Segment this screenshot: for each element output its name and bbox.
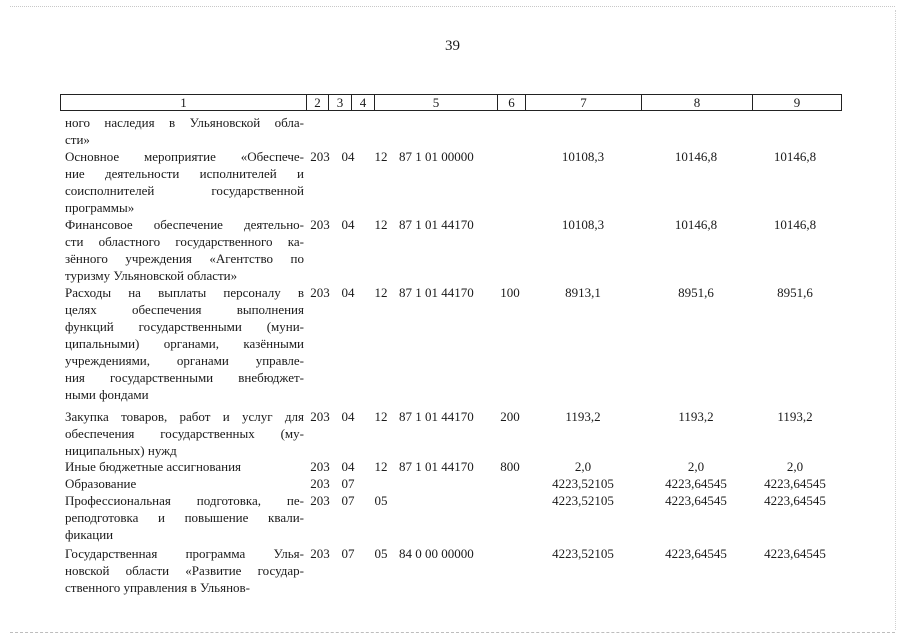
row-cell-c9: 4223,64545	[764, 476, 826, 491]
row-cell-c9: 4223,64545	[764, 493, 826, 508]
scan-edge-top	[10, 6, 895, 8]
header-col-6: 6	[497, 95, 525, 110]
row-cell-c8: 10146,8	[674, 217, 718, 232]
row-cell-c7: 10108,3	[561, 217, 605, 232]
row-cell-c5: 87 1 01 44170	[399, 459, 474, 474]
row-cell-c8: 4223,64545	[665, 546, 727, 561]
row-cell-c8: 4223,64545	[665, 493, 727, 508]
header-col-2: 2	[306, 95, 328, 110]
header-col-7: 7	[525, 95, 641, 110]
row-cell-c9: 10146,8	[773, 149, 817, 164]
row-cell-c8: 1193,2	[678, 409, 714, 424]
row-cell-c7: 2,0	[574, 459, 592, 474]
row-cell-c8: 2,0	[687, 459, 705, 474]
row-cell-c3: 07	[341, 476, 355, 491]
scan-edge-bottom	[10, 632, 895, 634]
row-cell-c3: 04	[341, 459, 355, 474]
row-cell-c7: 10108,3	[561, 149, 605, 164]
row-cell-c9: 10146,8	[773, 217, 817, 232]
row-cell-c4: 12	[374, 409, 388, 424]
header-col-1: 1	[180, 95, 187, 110]
row-name-cell: Расходы на выплаты персоналу в целях обеспечения выполнения функций государственными (муни- ципальными) органами, казёнными учреждениями, органами управле- ния государственными внебюджет- ными фондами	[65, 285, 304, 402]
row-cell-c4: 05	[374, 546, 388, 561]
row-name-cell: Иные бюджетные ассигнования	[65, 459, 242, 474]
row-cell-c5: 87 1 01 44170	[399, 285, 474, 300]
row-cell-c9: 8951,6	[777, 285, 813, 300]
row-cell-c2: 203	[310, 217, 330, 232]
row-cell-c5: 87 1 01 44170	[399, 409, 474, 424]
row-cell-c5: 84 0 00 00000	[399, 546, 474, 561]
row-cell-c4: 12	[374, 285, 388, 300]
row-cell-c6: 100	[500, 285, 520, 300]
row-cell-c3: 04	[341, 217, 355, 232]
row-cell-c3: 04	[341, 285, 355, 300]
row-cell-c2: 203	[310, 409, 330, 424]
row-name-cell: Финансовое обеспечение деятельно- сти областного государственного ка- зённого учреждения «Агентство по туризму Ульяновской области»	[65, 217, 304, 283]
row-cell-c5: 87 1 01 00000	[399, 149, 474, 164]
header-col-5: 5	[374, 95, 497, 110]
budget-table	[60, 94, 842, 595]
row-name-cell: Образование	[65, 476, 137, 491]
row-cell-c4: 12	[374, 217, 388, 232]
row-cell-c7: 8913,1	[565, 285, 601, 300]
row-name-cell: Государственная программа Улья- новской области «Развитие государ- ственного управления в Ульянов-	[65, 546, 304, 595]
row-cell-c8: 10146,8	[674, 149, 718, 164]
row-cell-c8: 8951,6	[678, 285, 714, 300]
row-cell-c6: 800	[500, 459, 520, 474]
row-cell-c7: 1193,2	[565, 409, 601, 424]
row-cell-c3: 04	[341, 409, 355, 424]
row-cell-c2: 203	[310, 149, 330, 164]
header-col-3: 3	[328, 95, 351, 110]
row-name-cell: Основное мероприятие «Обеспече- ние деятельности исполнителей и соисполнителей государственной программы»	[65, 149, 304, 215]
page-number: 39	[445, 38, 460, 54]
scan-edge-right	[895, 10, 897, 630]
table-header	[60, 94, 842, 111]
row-cell-c3: 07	[341, 546, 355, 561]
row-cell-c4: 05	[374, 493, 388, 508]
row-cell-c7: 4223,52105	[552, 546, 614, 561]
row-cell-c4: 12	[374, 459, 388, 474]
row-cell-c7: 4223,52105	[552, 493, 614, 508]
row-cell-c2: 203	[310, 459, 330, 474]
row-cell-c6: 200	[500, 409, 520, 424]
header-col-4: 4	[351, 95, 374, 110]
row-cell-c9: 4223,64545	[764, 546, 826, 561]
row-cell-c2: 203	[310, 285, 330, 300]
row-cell-c3: 04	[341, 149, 355, 164]
row-name-cell: Профессиональная подготовка, пе- реподготовка и повышение квали- фикации	[65, 493, 304, 542]
row-cell-c4: 12	[374, 149, 388, 164]
row-cell-c7: 4223,52105	[552, 476, 614, 491]
row-cell-c8: 4223,64545	[665, 476, 727, 491]
header-col-9: 9	[752, 95, 841, 110]
row-cell-c2: 203	[310, 476, 330, 491]
row-cell-c9: 2,0	[786, 459, 804, 474]
row-cell-c2: 203	[310, 493, 330, 508]
header-col-8: 8	[641, 95, 752, 110]
row-cell-c2: 203	[310, 546, 330, 561]
row-name-cell: ного наследия в Ульяновской обла- сти»	[65, 115, 304, 147]
row-cell-c9: 1193,2	[777, 409, 813, 424]
row-name-cell: Закупка товаров, работ и услуг для обеспечения государственных (му- ниципальных) нужд	[65, 409, 304, 458]
row-cell-c5: 87 1 01 44170	[399, 217, 474, 232]
row-cell-c3: 07	[341, 493, 355, 508]
